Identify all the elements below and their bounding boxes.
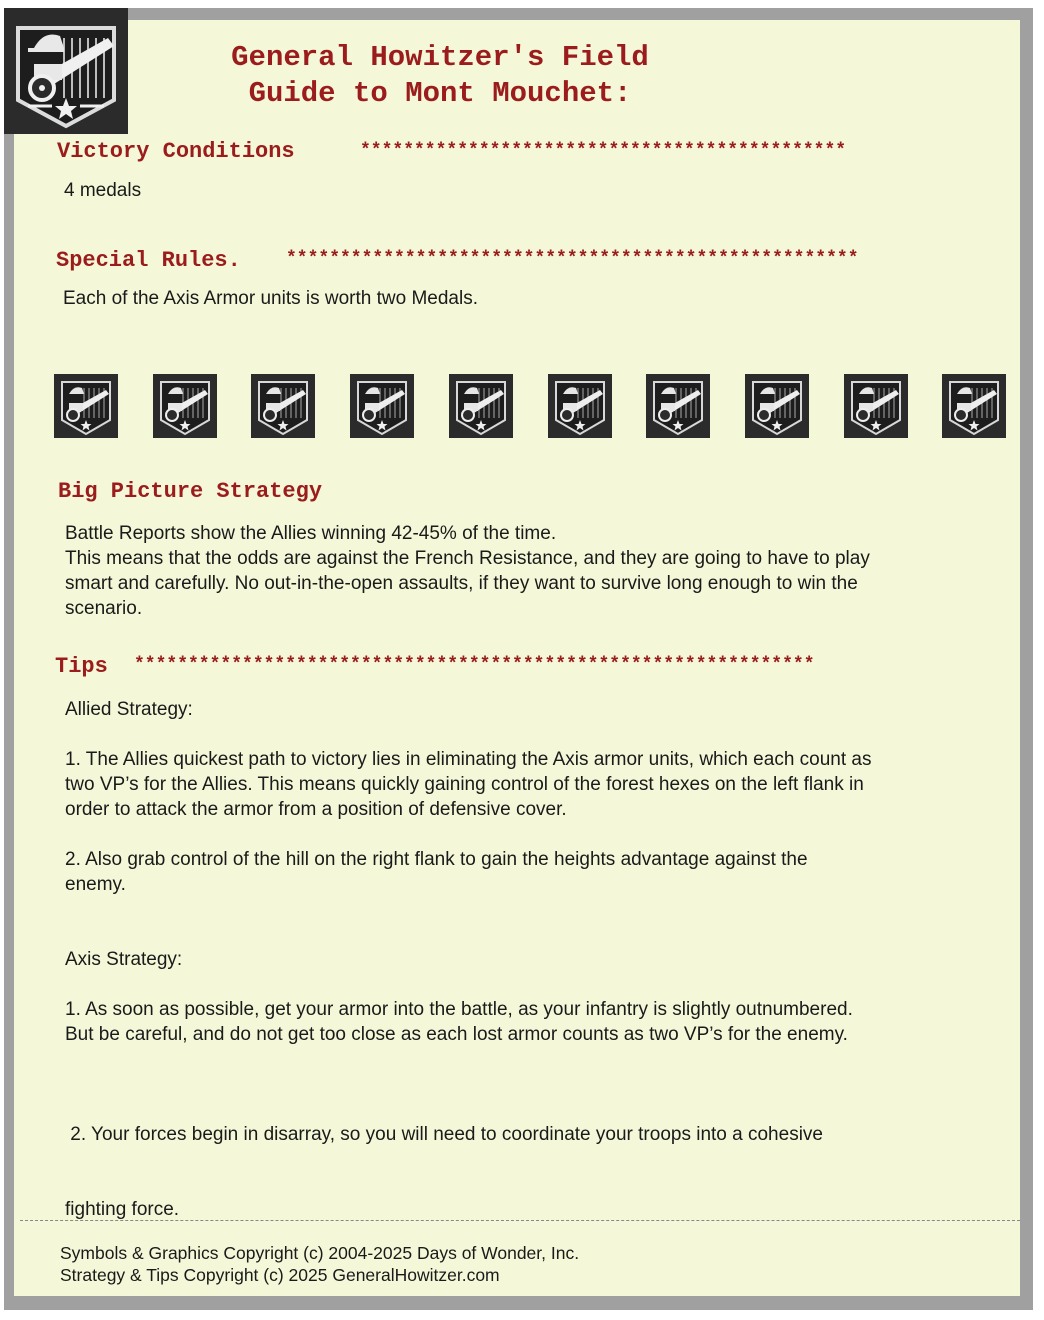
big-picture-line: scenario. xyxy=(65,598,143,619)
big-picture-heading: Big Picture Strategy xyxy=(58,479,323,504)
tips-heading: Tips xyxy=(55,654,108,679)
howitzer-unit-icon xyxy=(942,374,1006,438)
big-picture-line: smart and carefully. No out-in-the-open assaults, if they want to survive long enough to win the xyxy=(65,573,858,594)
allied-tip-1-line: order to attack the armor from a position of defensive cover. xyxy=(65,799,567,820)
allied-strategy-heading: Allied Strategy: xyxy=(65,699,193,720)
tips-stars-divider: *************************************************************** xyxy=(134,655,815,675)
axis-tip-2-line: 2. Your forces begin in disarray, so you will need to coordinate your troops into a cohesive xyxy=(65,1124,823,1145)
howitzer-unit-icon xyxy=(251,374,315,438)
allied-tip-1 xyxy=(65,747,872,822)
howitzer-unit-icon xyxy=(844,374,908,438)
allied-tip-2-line: 2. Also grab control of the hill on the right flank to gain the heights advantage against the xyxy=(65,849,808,870)
footer-copyright-strategy: Strategy & Tips Copyright (c) 2025 GeneralHowitzer.com xyxy=(60,1265,500,1285)
allied-tip-2-line: enemy. xyxy=(65,874,126,895)
victory-conditions-text: 4 medals xyxy=(64,180,142,201)
axis-tip-2-line: fighting force. xyxy=(65,1199,180,1220)
special-rules-heading: Special Rules. xyxy=(56,248,241,273)
footer-divider xyxy=(20,1220,1020,1221)
big-picture-line: This means that the odds are against the French Resistance, and they are going to have to play xyxy=(65,548,870,569)
allied-tip-1-line: two VP’s for the Allies. This means quickly gaining control of the forest hexes on the left flank in xyxy=(65,774,864,795)
howitzer-unit-icon xyxy=(745,374,809,438)
axis-strategy-heading: Axis Strategy: xyxy=(65,949,183,970)
howitzer-unit-icon xyxy=(153,374,217,438)
allied-tip-1-line: 1. The Allies quickest path to victory lies in eliminating the Axis armor units, which each count as xyxy=(65,749,872,770)
howitzer-logo-icon xyxy=(4,8,128,134)
axis-tip-1-line: But be careful, and do not get too close as each lost armor counts as two VP’s for the enemy. xyxy=(65,1024,848,1045)
victory-stars-divider: ********************************************* xyxy=(360,141,847,161)
howitzer-unit-icon xyxy=(548,374,612,438)
victory-conditions-heading: Victory Conditions xyxy=(57,139,295,164)
special-rules-text: Each of the Axis Armor units is worth two Medals. xyxy=(63,288,479,309)
title-line-1: General Howitzer's Field xyxy=(231,41,649,74)
title-line-2: Guide to Mont Mouchet: xyxy=(248,77,632,110)
armor-unit-icon-row xyxy=(54,374,1006,438)
howitzer-unit-icon xyxy=(646,374,710,438)
footer xyxy=(60,1242,579,1286)
allied-tip-2 xyxy=(65,847,808,897)
big-picture-line: Battle Reports show the Allies winning 42-45% of the time. xyxy=(65,523,557,544)
big-picture-text xyxy=(65,521,870,621)
footer-copyright-graphics: Symbols & Graphics Copyright (c) 2004-2025 Days of Wonder, Inc. xyxy=(60,1243,580,1263)
page-title xyxy=(180,40,700,112)
axis-tip-1-line: 1. As soon as possible, get your armor into the battle, as your infantry is slightly outnumbered. xyxy=(65,999,853,1020)
howitzer-unit-icon xyxy=(54,374,118,438)
special-stars-divider: ***************************************************** xyxy=(286,249,859,269)
howitzer-unit-icon xyxy=(350,374,414,438)
howitzer-unit-icon xyxy=(449,374,513,438)
axis-tip-1 xyxy=(65,997,853,1047)
